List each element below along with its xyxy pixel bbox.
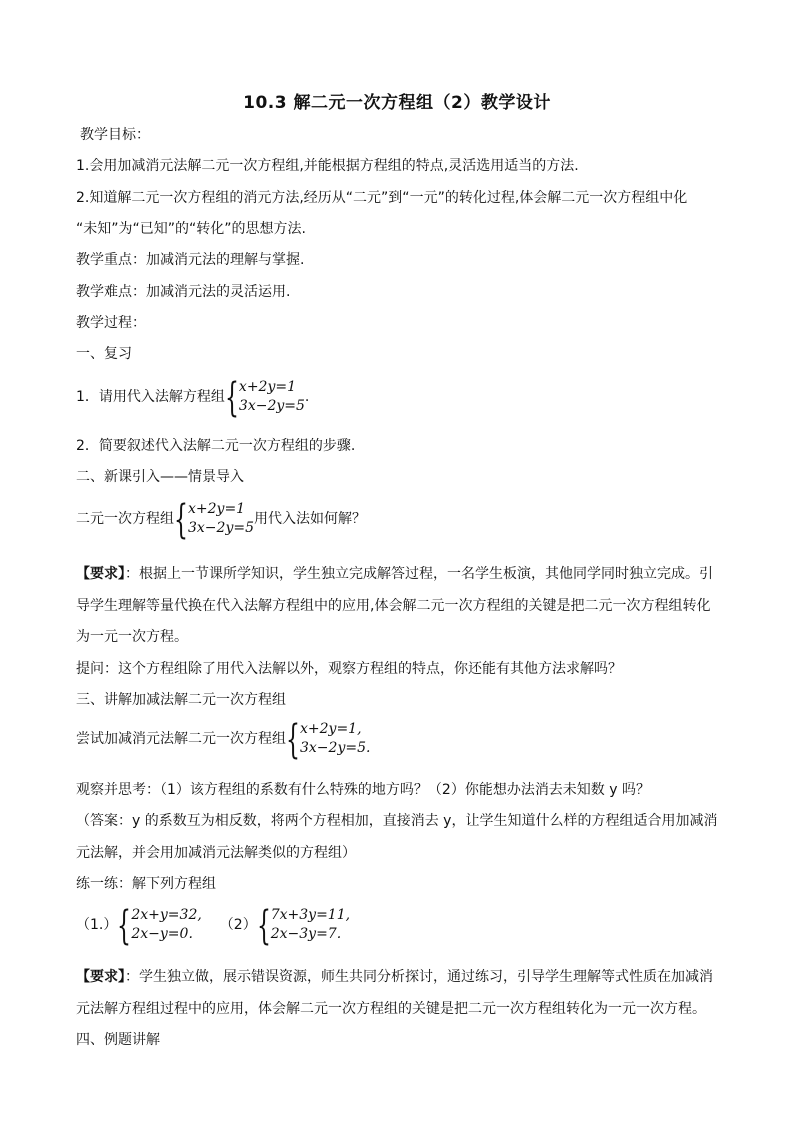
requirement-2-line-2: 元法解方程组过程中的应用，体会解二元一次方程组的关键是把二元一次方程组转化为一元一次方程。 <box>76 1001 706 1017</box>
period: . <box>304 389 310 405</box>
requirement-label: 【要求】 <box>76 969 125 985</box>
section-heading-method: 三、讲解加减法解二元一次方程组 <box>76 692 286 708</box>
intro-text: 二元一次方程组 <box>76 511 174 527</box>
answer-line-1: （答案：y 的系数互为相反数，将两个方程相加，直接消去 y，让学生知道什么样的方程组适合用加减消 <box>76 813 718 829</box>
equation: 3x−2y=5 <box>188 520 254 536</box>
review-item-1 <box>76 375 726 422</box>
equation: x+2y=1 <box>188 501 246 517</box>
observe-and-think: 观察并思考：（1）该方程组的系数有什么特殊的地方吗？（2）你能想办法消去未知数 y 吗？ <box>76 782 650 798</box>
equation: 2x+y=32, <box>131 907 202 923</box>
section-heading-intro: 二、新课引入——情景导入 <box>76 469 244 485</box>
equation: 3x−2y=5 <box>238 398 305 414</box>
page-title: 10.3 解二元一次方程组（2）教学设计 <box>243 93 551 113</box>
objective-2-line-2: “未知”为“已知”的“转化”的思想方法. <box>76 221 306 237</box>
answer-line-2: 元法解，并会用加减消元法解类似的方程组） <box>76 845 356 861</box>
requirement-text: ：学生独立做，展示错误资源，师生共同分析探讨，通过练习，引导学生理解等式性质在加减消 <box>125 969 713 985</box>
try-exercise <box>76 717 726 764</box>
section-heading-review: 一、复习 <box>76 346 132 362</box>
equation: 7x+3y=11, <box>270 907 351 923</box>
equation: 2x−3y=7. <box>270 926 342 942</box>
process-heading: 教学过程： <box>76 315 146 331</box>
requirement-1-line-2: 导学生理解等量代换在代入法解方程组中的应用,体会解二元一次方程组的关键是把二元一次方程组转化 <box>76 598 711 614</box>
equation-system-d: { 2x+y=32, 2x−y=0. <box>117 903 202 949</box>
intro-question <box>76 497 726 544</box>
question: 提问：这个方程组除了用代入法解以外，观察方程组的特点，你还能有其他方法求解吗？ <box>76 661 622 677</box>
equation: 3x−2y=5. <box>300 740 371 756</box>
requirement-1-line-3: 为一元一次方程。 <box>76 629 188 645</box>
review-1-text: 1．请用代入法解方程组 <box>76 389 225 405</box>
equation-system-a: { x+2y=1 3x−2y=5 <box>224 375 305 421</box>
practice-problems <box>76 903 726 950</box>
objective-1: 1.会用加减消元法解二元一次方程组,并能根据方程组的特点,灵活选用适当的方法. <box>76 158 579 174</box>
objective-2-line-1: 2.知道解二元一次方程组的消元方法,经历从“二元”到“一元”的转化过程,体会解二元一次方程组中化 <box>76 190 688 206</box>
intro-suffix: 用代入法如何解？ <box>254 511 366 527</box>
equation-system-e: { 7x+3y=11, 2x−3y=7. <box>256 903 351 949</box>
key-point: 教学重点：加减消元法的理解与掌握. <box>76 252 305 268</box>
requirement-text: ：根据上一节课所学知识，学生独立完成解答过程，一名学生板演，其他同学同时独立完成。引 <box>125 566 713 582</box>
difficulty: 教学难点：加减消元法的灵活运用. <box>76 284 291 300</box>
requirement-2-line-1 <box>76 967 726 987</box>
equation-system-b: { x+2y=1 3x−2y=5 <box>174 497 254 543</box>
practice-2-label: （2） <box>219 917 257 933</box>
practice-heading: 练一练：解下列方程组 <box>76 876 216 892</box>
equation: x+2y=1, <box>300 721 362 737</box>
section-heading-examples: 四、例题讲解 <box>76 1032 160 1048</box>
requirement-label: 【要求】 <box>76 566 125 582</box>
try-text: 尝试加减消元法解二元一次方程组 <box>76 731 286 747</box>
equation: 2x−y=0. <box>131 926 193 942</box>
review-item-2: 2．简要叙述代入法解二元一次方程组的步骤. <box>76 438 356 454</box>
equation: x+2y=1 <box>238 379 297 395</box>
equation-system-c: { x+2y=1, 3x−2y=5. <box>286 717 371 763</box>
requirement-1-line-1 <box>76 564 726 584</box>
objectives-heading: 教学目标： <box>80 127 150 143</box>
practice-1-label: （1.） <box>76 917 118 933</box>
